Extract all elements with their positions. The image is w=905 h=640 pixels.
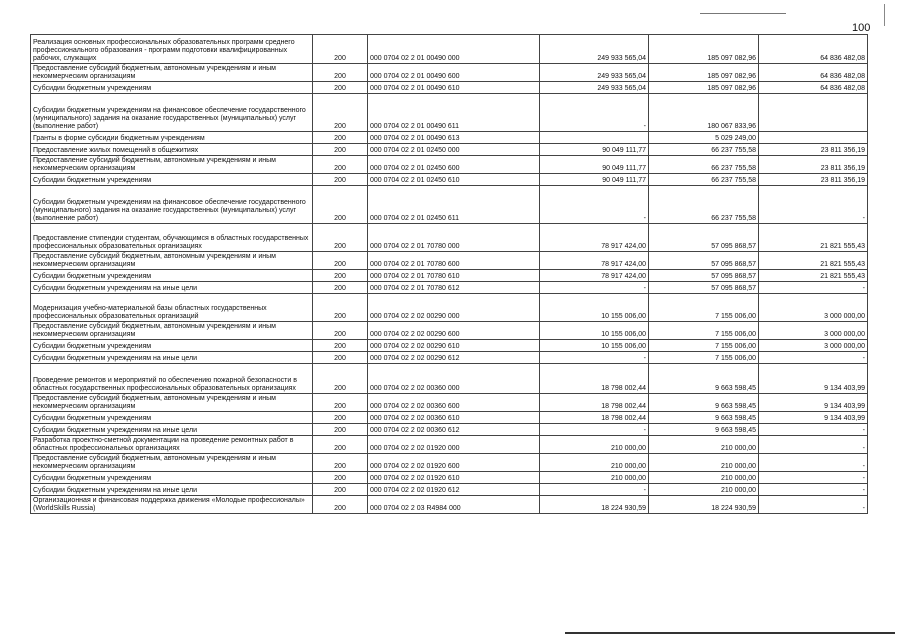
table-row [31,364,868,394]
row-approved-cell: 18 798 002,44 [540,394,649,412]
row-kbk-cell: 000 0704 02 2 02 00360 610 [368,412,540,424]
row-unexecuted-cell: - [759,496,868,514]
table-row [31,132,868,144]
row-unexecuted-cell: 64 836 482,08 [759,82,868,94]
row-executed-cell: 210 000,00 [649,484,759,496]
table-row [31,156,868,174]
row-code-cell: 200 [313,364,368,394]
row-kbk-cell: 000 0704 02 2 02 01920 610 [368,472,540,484]
row-name-cell: Гранты в форме субсидии бюджетным учреждениям [31,132,313,144]
row-approved-cell: - [540,94,649,132]
row-name-cell: Предоставление жилых помещений в общежитиях [31,144,313,156]
row-name-cell: Предоставление субсидий бюджетным, автономным учреждениям и иным некоммерческим организациям [31,394,313,412]
table-row [31,472,868,484]
table-row [31,340,868,352]
row-kbk-cell: 000 0704 02 2 02 01920 600 [368,454,540,472]
row-executed-cell: 180 067 833,96 [649,94,759,132]
row-code-cell: 200 [313,322,368,340]
row-approved-cell: 90 049 111,77 [540,144,649,156]
row-name-cell: Разработка проектно-сметной документации на проведение ремонтных работ в областных профессиональных организациях [31,436,313,454]
row-executed-cell: 9 663 598,45 [649,364,759,394]
row-name-cell: Субсидии бюджетным учреждениям [31,174,313,186]
row-kbk-cell: 000 0704 02 2 01 02450 610 [368,174,540,186]
row-approved-cell: 78 917 424,00 [540,252,649,270]
row-name-cell: Субсидии бюджетным учреждениям на финансовое обеспечение государственного (муниципального) задания на оказание государственных (муниципальных) услуг (выполнение работ) [31,186,313,224]
row-executed-cell: 7 155 006,00 [649,352,759,364]
row-approved-cell: - [540,484,649,496]
row-name-cell: Субсидии бюджетным учреждениям на иные цели [31,352,313,364]
row-code-cell: 200 [313,186,368,224]
row-name-cell: Предоставление субсидий бюджетным, автономным учреждениям и иным некоммерческим организациям [31,322,313,340]
row-name-cell: Предоставление субсидий бюджетным, автономным учреждениям и иным некоммерческим организациям [31,252,313,270]
row-unexecuted-cell: 9 134 403,99 [759,412,868,424]
row-unexecuted-cell: 3 000 000,00 [759,340,868,352]
row-unexecuted-cell: - [759,352,868,364]
budget-execution-table [30,34,868,514]
row-unexecuted-cell: 3 000 000,00 [759,294,868,322]
row-approved-cell: 90 049 111,77 [540,174,649,186]
row-approved-cell: - [540,186,649,224]
table-row [31,94,868,132]
row-unexecuted-cell: 21 821 555,43 [759,224,868,252]
row-kbk-cell: 000 0704 02 2 02 00290 600 [368,322,540,340]
row-executed-cell: 7 155 006,00 [649,294,759,322]
row-unexecuted-cell: 9 134 403,99 [759,364,868,394]
row-kbk-cell: 000 0704 02 2 02 00360 000 [368,364,540,394]
row-executed-cell: 185 097 082,96 [649,35,759,64]
row-unexecuted-cell: 3 000 000,00 [759,322,868,340]
row-name-cell: Организационная и финансовая поддержка движения «Молодые профессионалы» (WorldSkills Russia) [31,496,313,514]
row-approved-cell: - [540,282,649,294]
row-unexecuted-cell: 23 811 356,19 [759,174,868,186]
top-edge-mark [884,4,885,26]
row-executed-cell: 57 095 868,57 [649,282,759,294]
row-executed-cell: 210 000,00 [649,472,759,484]
row-unexecuted-cell: - [759,454,868,472]
table-row [31,252,868,270]
row-approved-cell: 78 917 424,00 [540,270,649,282]
row-kbk-cell: 000 0704 02 2 03 R4984 000 [368,496,540,514]
row-executed-cell: 7 155 006,00 [649,340,759,352]
top-decorative-line [700,13,786,14]
row-unexecuted-cell: - [759,484,868,496]
row-code-cell: 200 [313,82,368,94]
row-unexecuted-cell: 64 836 482,08 [759,35,868,64]
row-approved-cell: 18 798 002,44 [540,364,649,394]
row-approved-cell: 10 155 006,00 [540,340,649,352]
row-executed-cell: 210 000,00 [649,436,759,454]
row-code-cell: 200 [313,496,368,514]
row-executed-cell: 9 663 598,45 [649,424,759,436]
row-unexecuted-cell: - [759,186,868,224]
row-name-cell: Модернизация учебно-материальной базы областных государственных профессиональных образовательных организаций [31,294,313,322]
row-name-cell: Субсидии бюджетным учреждениям [31,412,313,424]
row-name-cell: Субсидии бюджетным учреждениям [31,82,313,94]
row-kbk-cell: 000 0704 02 2 01 70780 612 [368,282,540,294]
row-executed-cell: 185 097 082,96 [649,82,759,94]
row-name-cell: Субсидии бюджетным учреждениям на иные цели [31,484,313,496]
row-approved-cell: 78 917 424,00 [540,224,649,252]
row-name-cell: Реализация основных профессиональных образовательных программ среднего профессионального образования - программ подготовки квалифицированных рабочих, служащих [31,35,313,64]
row-unexecuted-cell: - [759,424,868,436]
row-executed-cell: 66 237 755,58 [649,144,759,156]
row-code-cell: 200 [313,132,368,144]
row-approved-cell: 18 224 930,59 [540,496,649,514]
row-executed-cell: 9 663 598,45 [649,412,759,424]
table-row [31,144,868,156]
row-approved-cell: 249 933 565,04 [540,64,649,82]
row-name-cell: Предоставление субсидий бюджетным, автономным учреждениям и иным некоммерческим организациям [31,454,313,472]
row-code-cell: 200 [313,224,368,252]
row-executed-cell: 210 000,00 [649,454,759,472]
row-name-cell: Субсидии бюджетным учреждениям [31,340,313,352]
row-name-cell: Субсидии бюджетным учреждениям на иные цели [31,424,313,436]
row-kbk-cell: 000 0704 02 2 01 70780 000 [368,224,540,252]
row-kbk-cell: 000 0704 02 2 01 00490 613 [368,132,540,144]
row-kbk-cell: 000 0704 02 2 01 00490 610 [368,82,540,94]
row-code-cell: 200 [313,174,368,186]
table-row [31,35,868,64]
table-row [31,64,868,82]
row-unexecuted-cell: 21 821 555,43 [759,270,868,282]
row-executed-cell: 5 029 249,00 [649,132,759,144]
row-kbk-cell: 000 0704 02 2 01 00490 000 [368,35,540,64]
row-code-cell: 200 [313,282,368,294]
table-body [31,35,868,514]
row-code-cell: 200 [313,35,368,64]
row-approved-cell: 10 155 006,00 [540,322,649,340]
row-code-cell: 200 [313,394,368,412]
row-approved-cell: 10 155 006,00 [540,294,649,322]
table-row [31,82,868,94]
row-code-cell: 200 [313,144,368,156]
table-row [31,352,868,364]
row-name-cell: Предоставление субсидий бюджетным, автономным учреждениям и иным некоммерческим организациям [31,64,313,82]
row-kbk-cell: 000 0704 02 2 02 00290 000 [368,294,540,322]
row-unexecuted-cell [759,94,868,132]
page-number: 100 [852,22,871,34]
row-executed-cell: 57 095 868,57 [649,252,759,270]
row-kbk-cell: 000 0704 02 2 01 00490 611 [368,94,540,132]
row-code-cell: 200 [313,270,368,282]
row-executed-cell: 7 155 006,00 [649,322,759,340]
row-unexecuted-cell: - [759,436,868,454]
row-name-cell: Субсидии бюджетным учреждениям на финансовое обеспечение государственного (муниципального) задания на оказание государственных (муниципальных) услуг (выполнение работ) [31,94,313,132]
row-kbk-cell: 000 0704 02 2 01 00490 600 [368,64,540,82]
row-code-cell: 200 [313,352,368,364]
table-row [31,454,868,472]
row-approved-cell: 90 049 111,77 [540,156,649,174]
table-row [31,224,868,252]
table-row [31,270,868,282]
row-code-cell: 200 [313,64,368,82]
row-name-cell: Предоставление стипендии студентам, обучающимся в областных государственных профессиональных образовательных организациях [31,224,313,252]
row-approved-cell: 210 000,00 [540,436,649,454]
row-executed-cell: 66 237 755,58 [649,156,759,174]
row-kbk-cell: 000 0704 02 2 02 00290 612 [368,352,540,364]
row-approved-cell: 18 798 002,44 [540,412,649,424]
row-executed-cell: 185 097 082,96 [649,64,759,82]
table-row [31,322,868,340]
row-executed-cell: 66 237 755,58 [649,174,759,186]
row-name-cell: Проведение ремонтов и мероприятий по обеспечению пожарной безопасности в областных государственных профессиональных образовательных организациях [31,364,313,394]
table-row [31,436,868,454]
table-row [31,484,868,496]
row-code-cell: 200 [313,412,368,424]
row-code-cell: 200 [313,156,368,174]
row-kbk-cell: 000 0704 02 2 01 70780 600 [368,252,540,270]
table-row [31,186,868,224]
bottom-decorative-line [565,632,895,634]
table-row [31,294,868,322]
row-approved-cell: - [540,352,649,364]
row-approved-cell: - [540,424,649,436]
table-row [31,394,868,412]
row-approved-cell: 210 000,00 [540,454,649,472]
row-approved-cell: 249 933 565,04 [540,35,649,64]
table-row [31,424,868,436]
row-name-cell: Предоставление субсидий бюджетным, автономным учреждениям и иным некоммерческим организациям [31,156,313,174]
row-kbk-cell: 000 0704 02 2 02 00290 610 [368,340,540,352]
row-executed-cell: 9 663 598,45 [649,394,759,412]
row-code-cell: 200 [313,252,368,270]
row-code-cell: 200 [313,424,368,436]
row-kbk-cell: 000 0704 02 2 01 70780 610 [368,270,540,282]
row-unexecuted-cell: - [759,472,868,484]
row-kbk-cell: 000 0704 02 2 01 02450 600 [368,156,540,174]
row-unexecuted-cell: - [759,282,868,294]
row-name-cell: Субсидии бюджетным учреждениям [31,270,313,282]
row-code-cell: 200 [313,472,368,484]
row-kbk-cell: 000 0704 02 2 01 02450 000 [368,144,540,156]
row-executed-cell: 66 237 755,58 [649,186,759,224]
table-row [31,282,868,294]
row-executed-cell: 57 095 868,57 [649,224,759,252]
row-unexecuted-cell: 64 836 482,08 [759,64,868,82]
row-unexecuted-cell: 23 811 356,19 [759,144,868,156]
row-unexecuted-cell [759,132,868,144]
row-unexecuted-cell: 21 821 555,43 [759,252,868,270]
row-code-cell: 200 [313,436,368,454]
row-kbk-cell: 000 0704 02 2 01 02450 611 [368,186,540,224]
table-row [31,174,868,186]
row-unexecuted-cell: 23 811 356,19 [759,156,868,174]
table-row [31,496,868,514]
row-executed-cell: 57 095 868,57 [649,270,759,282]
row-name-cell: Субсидии бюджетным учреждениям [31,472,313,484]
row-kbk-cell: 000 0704 02 2 02 01920 612 [368,484,540,496]
row-unexecuted-cell: 9 134 403,99 [759,394,868,412]
row-code-cell: 200 [313,94,368,132]
row-approved-cell: 249 933 565,04 [540,82,649,94]
row-code-cell: 200 [313,294,368,322]
row-name-cell: Субсидии бюджетным учреждениям на иные цели [31,282,313,294]
row-executed-cell: 18 224 930,59 [649,496,759,514]
row-kbk-cell: 000 0704 02 2 02 00360 600 [368,394,540,412]
row-kbk-cell: 000 0704 02 2 02 01920 000 [368,436,540,454]
row-code-cell: 200 [313,340,368,352]
row-kbk-cell: 000 0704 02 2 02 00360 612 [368,424,540,436]
table-row [31,412,868,424]
row-approved-cell [540,132,649,144]
row-code-cell: 200 [313,454,368,472]
row-code-cell: 200 [313,484,368,496]
row-approved-cell: 210 000,00 [540,472,649,484]
